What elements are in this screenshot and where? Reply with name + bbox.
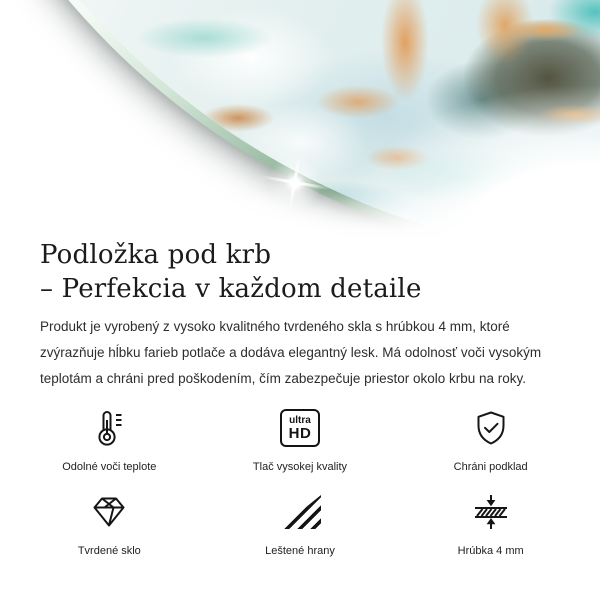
features-grid — [14, 406, 586, 558]
product-description: Produkt je vyrobený z vysoko kvalitného tvrdeného skla s hrúbkou 4 mm, ktoré zvýrazňuje hĺbku farieb potlače a dodáva elegantný lesk. Má odolnosť voči vysokým teplotám a chráni pred poškodením, čím zabezpečuje priestor okolo krbu na roky. — [40, 319, 542, 386]
feature-label: Odolné voči teplote — [62, 461, 157, 473]
thickness-press-icon — [471, 490, 511, 534]
thermometer-icon — [89, 406, 129, 450]
feature-polished-edges — [205, 490, 396, 558]
feature-label: Tlač vysokej kvality — [252, 461, 348, 473]
uhd-badge-bottom: HD — [288, 425, 312, 442]
feature-protects-base — [395, 406, 586, 474]
ultra-hd-badge-icon — [280, 406, 320, 450]
product-photo — [0, 0, 600, 238]
page-title — [40, 238, 560, 306]
uhd-badge-top: ultra — [289, 415, 311, 426]
feature-label: Leštené hrany — [265, 545, 335, 557]
page-title-line1: Podložka pod krb — [40, 240, 272, 270]
feature-heat-resistant — [14, 406, 205, 474]
polished-edge-stripes-icon — [279, 490, 321, 534]
shield-check-icon — [471, 406, 511, 450]
feature-thickness — [395, 490, 586, 558]
feature-tempered-glass — [14, 490, 205, 558]
photo-white-fade — [0, 0, 600, 238]
feature-label: Tvrdené sklo — [77, 545, 141, 557]
diamond-icon — [89, 490, 129, 534]
feature-label: Hrúbka 4 mm — [457, 545, 524, 557]
content-section — [0, 238, 600, 558]
feature-print-quality — [205, 406, 396, 474]
page-title-line2: – Perfekcia v každom detaile — [40, 274, 422, 304]
feature-label: Chráni podklad — [453, 461, 528, 473]
